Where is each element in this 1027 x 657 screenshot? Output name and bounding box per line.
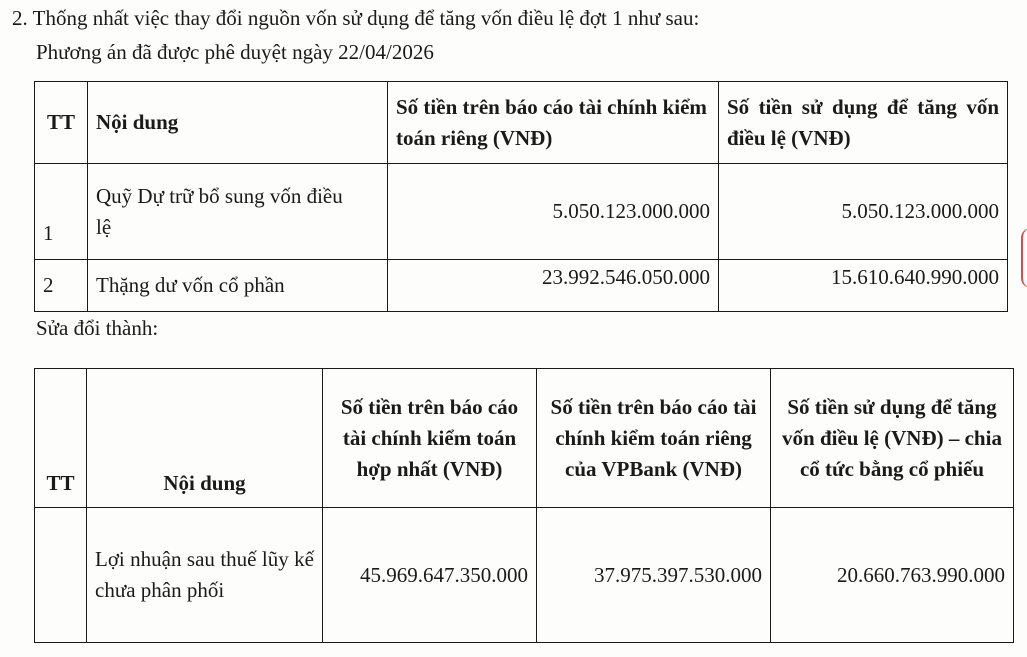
- row-content: Quỹ Dự trữ bổ sung vốn điều lệ: [88, 164, 388, 260]
- row-number: [35, 508, 87, 643]
- approved-plan-line: Phương án đã được phê duyệt ngày 22/04/2026: [36, 40, 434, 64]
- row-audited-amount: 23.992.546.050.000: [388, 260, 719, 312]
- header-content: Nội dung: [88, 82, 388, 164]
- row-capital-amount: 5.050.123.000.000: [719, 164, 1008, 260]
- header-separate-amount: Số tiền trên báo cáo tài chính kiểm toán riêng của VPBank (VNĐ): [537, 369, 771, 508]
- table-header-row: [35, 369, 1014, 508]
- header-capital-amount: Số tiền sử dụng để tăng vốn điều lệ (VNĐ): [719, 82, 1008, 164]
- header-tt: TT: [35, 369, 87, 508]
- header-tt: TT: [35, 82, 88, 164]
- row-capital-amount: 15.610.640.990.000: [719, 260, 1008, 312]
- header-dividend-capital-amount: Số tiền sử dụng để tăng vốn điều lệ (VNĐ) – chia cổ tức bằng cổ phiếu: [771, 369, 1014, 508]
- table-row: [35, 508, 1014, 643]
- table-row: [35, 164, 1008, 260]
- amended-plan-table: [34, 368, 1014, 643]
- table-row: [35, 260, 1008, 312]
- amended-label: Sửa đổi thành:: [36, 316, 159, 340]
- row-number: 1: [35, 164, 88, 260]
- table-header-row: [35, 82, 1008, 164]
- section-heading: 2. Thống nhất việc thay đổi nguồn vốn sử dụng để tăng vốn điều lệ đợt 1 như sau:: [12, 6, 700, 30]
- red-margin-mark: [1021, 228, 1027, 288]
- header-consolidated-amount: Số tiền trên báo cáo tài chính kiểm toán hợp nhất (VNĐ): [323, 369, 537, 508]
- original-plan-table: [34, 81, 1008, 312]
- row-content: Lợi nhuận sau thuế lũy kế chưa phân phối: [87, 508, 323, 643]
- row-audited-amount: 5.050.123.000.000: [388, 164, 719, 260]
- row-consolidated-amount: 45.969.647.350.000: [323, 508, 537, 643]
- header-content: Nội dung: [87, 369, 323, 508]
- row-dividend-capital-amount: 20.660.763.990.000: [771, 508, 1014, 643]
- header-audited-amount: Số tiền trên báo cáo tài chính kiểm toán riêng (VNĐ): [388, 82, 719, 164]
- row-number: 2: [35, 260, 88, 312]
- row-separate-amount: 37.975.397.530.000: [537, 508, 771, 643]
- row-content: Thặng dư vốn cổ phần: [88, 260, 388, 312]
